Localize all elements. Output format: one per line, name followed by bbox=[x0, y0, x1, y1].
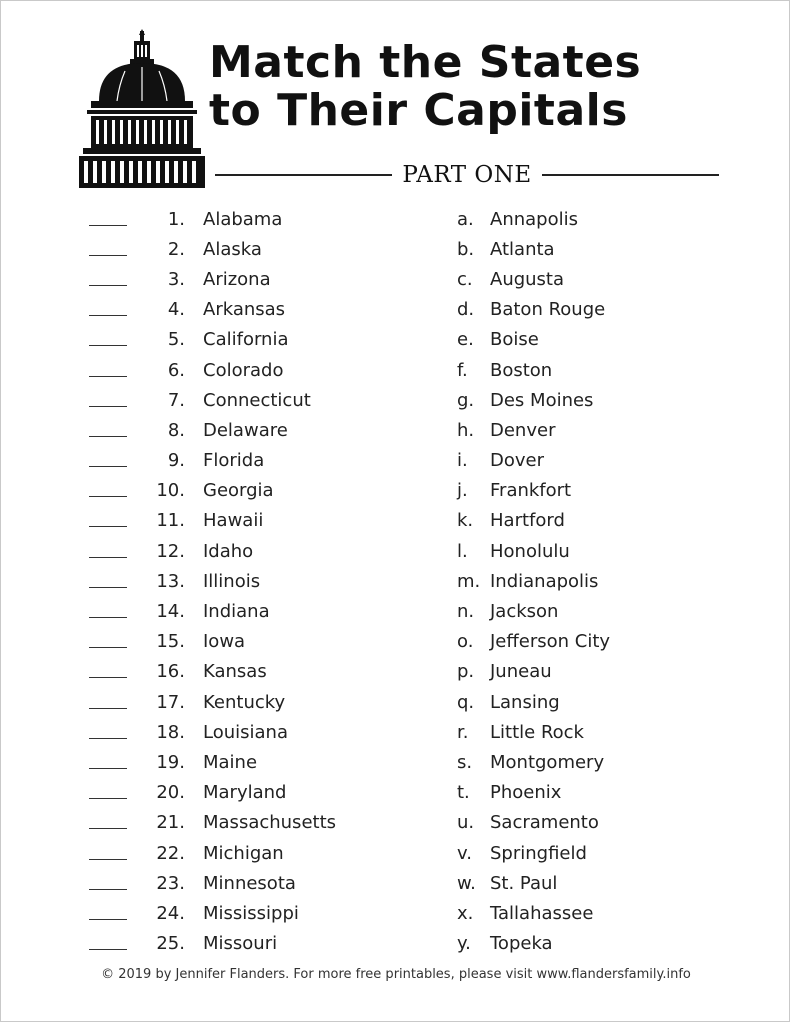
capital-row bbox=[457, 657, 757, 687]
capital-row bbox=[457, 234, 757, 264]
state-name: Idaho bbox=[203, 540, 254, 562]
capital-name: Augusta bbox=[490, 268, 565, 290]
answer-blank[interactable] bbox=[89, 617, 127, 618]
capital-name: St. Paul bbox=[490, 872, 558, 894]
states-list bbox=[89, 204, 419, 959]
state-name: Massachusetts bbox=[203, 812, 337, 834]
capital-name: Little Rock bbox=[490, 721, 584, 743]
capital-letter: a. bbox=[457, 208, 474, 230]
state-number: 19. bbox=[156, 751, 185, 773]
worksheet-title bbox=[209, 39, 729, 135]
part-label: PART ONE bbox=[402, 162, 532, 188]
capital-name: Montgomery bbox=[490, 751, 605, 773]
state-name: California bbox=[203, 329, 289, 351]
capital-name: Baton Rouge bbox=[490, 299, 606, 321]
answer-blank[interactable] bbox=[89, 315, 127, 316]
state-name: Iowa bbox=[203, 631, 246, 653]
capital-row bbox=[457, 204, 757, 234]
capital-letter: m. bbox=[457, 570, 481, 592]
capital-row bbox=[457, 536, 757, 566]
capital-name: Springfield bbox=[490, 842, 587, 864]
capital-row bbox=[457, 355, 757, 385]
capitol-dome-icon bbox=[75, 27, 209, 189]
capital-letter: n. bbox=[457, 601, 475, 623]
capital-name: Jackson bbox=[490, 601, 559, 623]
state-name: Minnesota bbox=[203, 872, 296, 894]
state-row bbox=[89, 717, 419, 747]
capital-letter: q. bbox=[457, 691, 475, 713]
state-number: 17. bbox=[156, 691, 185, 713]
capital-name: Honolulu bbox=[490, 540, 570, 562]
state-name: Arkansas bbox=[203, 299, 286, 321]
capital-name: Phoenix bbox=[490, 782, 562, 804]
answer-blank[interactable] bbox=[89, 526, 127, 527]
capital-name: Hartford bbox=[490, 510, 565, 532]
answer-blank[interactable] bbox=[89, 557, 127, 558]
capital-row bbox=[457, 506, 757, 536]
capital-row bbox=[457, 264, 757, 294]
capital-row bbox=[457, 415, 757, 445]
capital-letter: o. bbox=[457, 631, 474, 653]
answer-blank[interactable] bbox=[89, 587, 127, 588]
capital-name: Atlanta bbox=[490, 238, 555, 260]
answer-blank[interactable] bbox=[89, 768, 127, 769]
state-name: Hawaii bbox=[203, 510, 264, 532]
state-name: Colorado bbox=[203, 359, 284, 381]
answer-blank[interactable] bbox=[89, 949, 127, 950]
state-name: Delaware bbox=[203, 419, 288, 441]
state-row bbox=[89, 566, 419, 596]
capital-row bbox=[457, 476, 757, 506]
state-name: Michigan bbox=[203, 842, 284, 864]
capital-letter: t. bbox=[457, 782, 470, 804]
capital-letter: v. bbox=[457, 842, 472, 864]
capital-letter: h. bbox=[457, 419, 475, 441]
state-name: Indiana bbox=[203, 601, 270, 623]
capital-letter: x. bbox=[457, 902, 474, 924]
capital-name: Sacramento bbox=[490, 812, 599, 834]
capital-row bbox=[457, 295, 757, 325]
answer-blank[interactable] bbox=[89, 466, 127, 467]
state-row bbox=[89, 747, 419, 777]
capital-row bbox=[457, 838, 757, 868]
state-number: 14. bbox=[156, 601, 185, 623]
capital-row bbox=[457, 566, 757, 596]
state-row bbox=[89, 929, 419, 959]
capital-name: Indianapolis bbox=[490, 570, 599, 592]
capital-row bbox=[457, 687, 757, 717]
state-row bbox=[89, 415, 419, 445]
state-row bbox=[89, 234, 419, 264]
state-row bbox=[89, 808, 419, 838]
capital-name: Dover bbox=[490, 450, 544, 472]
state-name: Maryland bbox=[203, 782, 287, 804]
answer-blank[interactable] bbox=[89, 285, 127, 286]
state-row bbox=[89, 506, 419, 536]
answer-blank[interactable] bbox=[89, 345, 127, 346]
state-number: 15. bbox=[156, 631, 185, 653]
state-row bbox=[89, 687, 419, 717]
capital-letter: b. bbox=[457, 238, 475, 260]
capital-letter: s. bbox=[457, 751, 473, 773]
answer-blank[interactable] bbox=[89, 225, 127, 226]
state-number: 16. bbox=[156, 661, 185, 683]
state-number: 12. bbox=[156, 540, 185, 562]
capital-row bbox=[457, 747, 757, 777]
state-number: 3. bbox=[167, 268, 185, 290]
state-number: 7. bbox=[167, 389, 185, 411]
capital-letter: r. bbox=[457, 721, 469, 743]
answer-blank[interactable] bbox=[89, 738, 127, 739]
answer-blank[interactable] bbox=[89, 677, 127, 678]
state-row bbox=[89, 295, 419, 325]
state-row bbox=[89, 868, 419, 898]
title-line-1: Match the States bbox=[209, 37, 642, 88]
capital-row bbox=[457, 627, 757, 657]
answer-blank[interactable] bbox=[89, 859, 127, 860]
state-row bbox=[89, 657, 419, 687]
capital-letter: d. bbox=[457, 299, 475, 321]
state-row bbox=[89, 838, 419, 868]
state-name: Arizona bbox=[203, 268, 271, 290]
state-number: 13. bbox=[156, 570, 185, 592]
state-number: 22. bbox=[156, 842, 185, 864]
answer-blank[interactable] bbox=[89, 496, 127, 497]
title-line-2: to Their Capitals bbox=[209, 85, 628, 136]
answer-blank[interactable] bbox=[89, 255, 127, 256]
state-row bbox=[89, 536, 419, 566]
capital-letter: e. bbox=[457, 329, 474, 351]
capital-letter: i. bbox=[457, 450, 468, 472]
state-row bbox=[89, 204, 419, 234]
capital-letter: k. bbox=[457, 510, 474, 532]
answer-blank[interactable] bbox=[89, 889, 127, 890]
capital-letter: f. bbox=[457, 359, 468, 381]
capital-row bbox=[457, 868, 757, 898]
capital-name: Des Moines bbox=[490, 389, 594, 411]
state-number: 21. bbox=[156, 812, 185, 834]
state-row bbox=[89, 898, 419, 928]
state-name: Florida bbox=[203, 450, 265, 472]
capital-name: Annapolis bbox=[490, 208, 578, 230]
state-row bbox=[89, 446, 419, 476]
capital-row bbox=[457, 717, 757, 747]
state-number: 18. bbox=[156, 721, 185, 743]
state-name: Illinois bbox=[203, 570, 261, 592]
answer-blank[interactable] bbox=[89, 406, 127, 407]
state-row bbox=[89, 476, 419, 506]
state-number: 2. bbox=[167, 238, 185, 260]
state-name: Kansas bbox=[203, 661, 267, 683]
state-number: 9. bbox=[167, 450, 185, 472]
answer-blank[interactable] bbox=[89, 376, 127, 377]
capital-letter: g. bbox=[457, 389, 475, 411]
capital-name: Jefferson City bbox=[490, 631, 611, 653]
state-number: 6. bbox=[167, 359, 185, 381]
state-row bbox=[89, 355, 419, 385]
capital-name: Topeka bbox=[490, 933, 553, 955]
state-name: Maine bbox=[203, 751, 258, 773]
state-number: 20. bbox=[156, 782, 185, 804]
capital-letter: j. bbox=[457, 480, 468, 502]
capital-row bbox=[457, 325, 757, 355]
answer-blank[interactable] bbox=[89, 708, 127, 709]
capital-letter: l. bbox=[457, 540, 468, 562]
state-row bbox=[89, 325, 419, 355]
capital-name: Juneau bbox=[490, 661, 552, 683]
state-number: 5. bbox=[167, 329, 185, 351]
state-name: Kentucky bbox=[203, 691, 286, 713]
state-name: Mississippi bbox=[203, 902, 299, 924]
state-number: 23. bbox=[156, 872, 185, 894]
capital-name: Lansing bbox=[490, 691, 560, 713]
capital-name: Boston bbox=[490, 359, 553, 381]
state-row bbox=[89, 627, 419, 657]
capital-name: Frankfort bbox=[490, 480, 572, 502]
capital-letter: y. bbox=[457, 933, 471, 955]
state-number: 11. bbox=[156, 510, 185, 532]
state-row bbox=[89, 596, 419, 626]
capital-row bbox=[457, 929, 757, 959]
state-name: Louisiana bbox=[203, 721, 288, 743]
state-number: 8. bbox=[167, 419, 185, 441]
state-name: Connecticut bbox=[203, 389, 311, 411]
capital-row bbox=[457, 596, 757, 626]
state-name: Georgia bbox=[203, 480, 274, 502]
answer-blank[interactable] bbox=[89, 828, 127, 829]
capital-row bbox=[457, 898, 757, 928]
state-row bbox=[89, 385, 419, 415]
answer-blank[interactable] bbox=[89, 919, 127, 920]
capitals-list bbox=[457, 204, 757, 959]
answer-blank[interactable] bbox=[89, 647, 127, 648]
part-heading bbox=[215, 159, 719, 191]
state-number: 10. bbox=[156, 480, 185, 502]
state-row bbox=[89, 778, 419, 808]
capital-letter: u. bbox=[457, 812, 475, 834]
state-name: Alaska bbox=[203, 238, 262, 260]
state-number: 4. bbox=[167, 299, 185, 321]
capital-letter: w. bbox=[457, 872, 476, 894]
state-number: 1. bbox=[167, 208, 185, 230]
capital-name: Denver bbox=[490, 419, 556, 441]
capital-letter: c. bbox=[457, 268, 473, 290]
capital-name: Boise bbox=[490, 329, 539, 351]
state-number: 25. bbox=[156, 933, 185, 955]
answer-blank[interactable] bbox=[89, 436, 127, 437]
state-name: Missouri bbox=[203, 933, 278, 955]
capital-letter: p. bbox=[457, 661, 475, 683]
capital-name: Tallahassee bbox=[490, 902, 594, 924]
capital-row bbox=[457, 385, 757, 415]
state-name: Alabama bbox=[203, 208, 283, 230]
divider-right bbox=[542, 174, 719, 176]
copyright-footer: © 2019 by Jennifer Flanders. For more free printables, please visit www.flandersfamily.info bbox=[101, 967, 691, 982]
state-number: 24. bbox=[156, 902, 185, 924]
divider-left bbox=[215, 174, 392, 176]
capital-row bbox=[457, 778, 757, 808]
capital-row bbox=[457, 808, 757, 838]
state-row bbox=[89, 264, 419, 294]
answer-blank[interactable] bbox=[89, 798, 127, 799]
capital-row bbox=[457, 446, 757, 476]
